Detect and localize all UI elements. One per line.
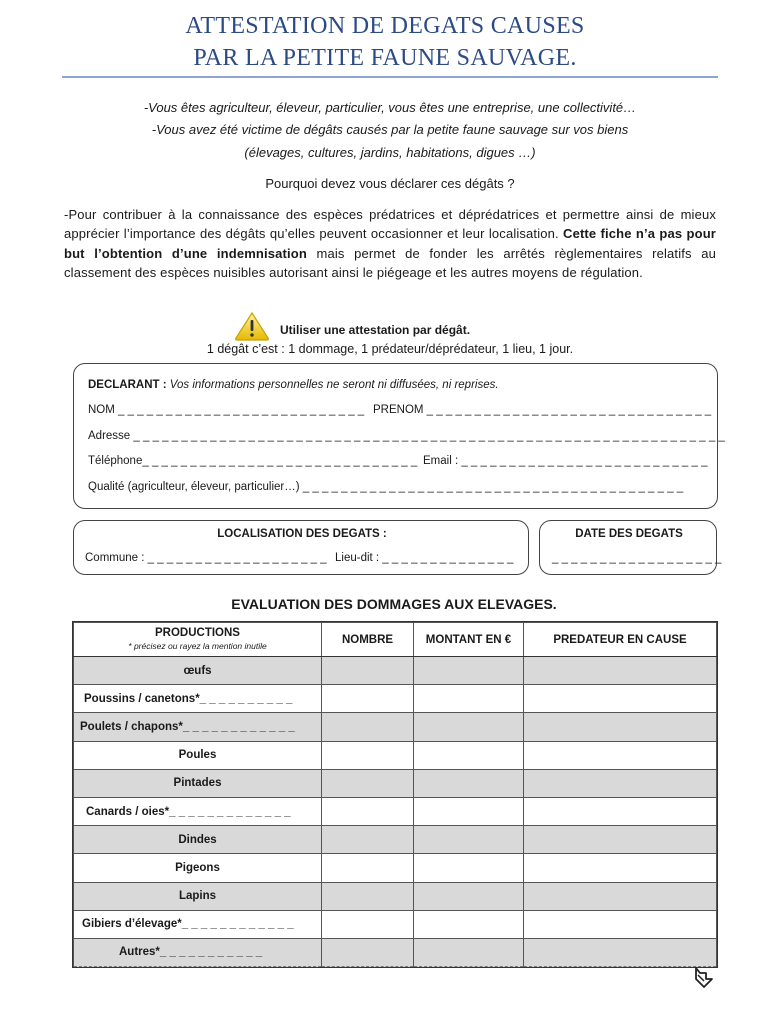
nombre-cell[interactable] — [322, 826, 414, 854]
row-label-pintades: Pintades — [74, 769, 322, 797]
predateur-cell[interactable] — [524, 910, 717, 938]
nombre-cell[interactable] — [322, 769, 414, 797]
table-row — [74, 797, 717, 825]
montant-cell[interactable] — [414, 826, 524, 854]
nombre-cell[interactable] — [322, 854, 414, 882]
row-label-lapins: Lapins — [74, 882, 322, 910]
header-productions — [74, 623, 322, 657]
table-row — [74, 882, 717, 910]
telephone-field[interactable]: Téléphone_ _ _ _ _ _ _ _ _ _ _ _ _ _ _ _ _ _ _ _ _ _ _ _ _ _ _ _ _ — [88, 455, 418, 467]
notice-definition: 1 dégât c’est : 1 dommage, 1 prédateur/déprédateur, 1 lieu, 1 jour. — [206, 342, 574, 356]
predateur-cell[interactable] — [524, 854, 717, 882]
declarant-label: DECLARANT : — [88, 379, 167, 391]
form-title-line-2: PAR LA PETITE FAUNE SAUVAGE. — [193, 45, 577, 71]
table-row — [74, 657, 717, 685]
header-montant: MONTANT EN € — [414, 623, 524, 657]
table-row — [74, 826, 717, 854]
declarant-box — [73, 363, 725, 509]
title-divider — [62, 76, 718, 78]
table-row — [74, 713, 717, 741]
commune-field[interactable]: Commune : _ _ _ _ _ _ _ _ _ _ _ _ _ _ _ _ _ _ _ — [85, 552, 327, 564]
purpose-text-2: mais permet de fonder les arrêtés règlementaires relatifs au classement des espèces nuisibles autorisant ainsi le piégeage et les autres moyens de régulation. — [64, 245, 716, 281]
row-label-dindes: Dindes — [74, 826, 322, 854]
why-question: Pourquoi devez vous déclarer ces dégâts ? — [265, 176, 515, 191]
predateur-cell[interactable] — [524, 797, 717, 825]
qualite-field[interactable]: Qualité (agriculteur, éleveur, particulier…) _ _ _ _ _ _ _ _ _ _ _ _ _ _ _ _ _ _ _ _ _ _ _ _ _ _ _ _ _ _ _ _ _ _ _ _ _ _ _ _ — [88, 481, 684, 493]
intro-line-3: (élevages, cultures, jardins, habitations, digues …) — [244, 145, 536, 160]
adresse-field[interactable]: Adresse _ _ _ _ _ _ _ _ _ _ _ _ _ _ _ _ _ _ _ _ _ _ _ _ _ _ _ _ _ _ _ _ _ _ _ _ _ _ _ _ _ _ _ _ _ _ _ _ _ _ _ _ _ _ _ _ _ _ _ _ _ _ — [88, 430, 725, 442]
montant-cell[interactable] — [414, 685, 524, 713]
row-label-pigeons: Pigeons — [74, 854, 322, 882]
header-nombre: NOMBRE — [322, 623, 414, 657]
row-label-gibiers: Gibiers d’élevage*_ _ _ _ _ _ _ _ _ _ _ _ — [74, 910, 322, 938]
header-productions-note: * précisez ou rayez la mention inutile — [128, 641, 267, 651]
form-title — [0, 10, 770, 74]
montant-cell[interactable] — [414, 741, 524, 769]
declarant-header — [88, 379, 499, 391]
intro-line-1: -Vous êtes agriculteur, éleveur, particulier, vous êtes une entreprise, une collectivité… — [143, 100, 637, 115]
nombre-cell[interactable] — [322, 910, 414, 938]
montant-cell[interactable] — [414, 910, 524, 938]
nombre-cell[interactable] — [322, 685, 414, 713]
row-label-canards: Canards / oies*_ _ _ _ _ _ _ _ _ _ _ _ _ — [74, 797, 322, 825]
nombre-cell[interactable] — [322, 657, 414, 685]
row-label-poussins: Poussins / canetons*_ _ _ _ _ _ _ _ _ _ — [74, 685, 322, 713]
purpose-bold-text: Cette fiche n’a pas pour but l’obtention d’une indemnisation — [64, 226, 716, 261]
table-row — [74, 854, 717, 882]
predateur-cell[interactable] — [524, 657, 717, 685]
nom-field[interactable]: NOM _ _ _ _ _ _ _ _ _ _ _ _ _ _ _ _ _ _ _ _ _ _ _ _ _ _ — [88, 404, 365, 416]
date-box — [539, 520, 722, 575]
predateur-cell[interactable] — [524, 741, 717, 769]
nombre-cell[interactable] — [322, 938, 414, 966]
evaluation-table — [73, 622, 717, 967]
montant-cell[interactable] — [414, 854, 524, 882]
montant-cell[interactable] — [414, 882, 524, 910]
row-label-oeufs: œufs — [74, 657, 322, 685]
predateur-cell[interactable] — [524, 685, 717, 713]
date-field[interactable]: _ _ _ _ _ _ _ _ _ _ _ _ _ _ _ _ _ _ — [552, 552, 722, 564]
predateur-cell[interactable] — [524, 938, 717, 966]
purpose-paragraph — [64, 205, 716, 283]
table-row — [74, 910, 717, 938]
warning-icon — [234, 311, 270, 341]
table-row — [74, 685, 717, 713]
predateur-cell[interactable] — [524, 769, 717, 797]
row-label-poulets: Poulets / chapons*_ _ _ _ _ _ _ _ _ _ _ _ — [74, 713, 322, 741]
purpose-text-1: -Pour contribuer à la connaissance des espèces prédatrices et déprédatrices et permettre ainsi de mieux apprécier l’importance des dégâts qu’elles peuvent occasionner et leur localisation. — [64, 207, 716, 242]
montant-cell[interactable] — [414, 797, 524, 825]
table-row — [74, 769, 717, 797]
localisation-box — [73, 520, 529, 575]
montant-cell[interactable] — [414, 769, 524, 797]
predateur-cell[interactable] — [524, 713, 717, 741]
intro-line-2: -Vous avez été victime de dégâts causés par la petite faune sauvage sur vos biens — [151, 122, 629, 137]
montant-cell[interactable] — [414, 713, 524, 741]
table-header-row — [74, 623, 717, 657]
montant-cell[interactable] — [414, 657, 524, 685]
lieudit-field[interactable]: Lieu-dit : _ _ _ _ _ _ _ _ _ _ _ _ _ _ — [335, 552, 514, 564]
predateur-cell[interactable] — [524, 882, 717, 910]
table-row — [74, 938, 717, 966]
nombre-cell[interactable] — [322, 882, 414, 910]
date-title: DATE DES DEGATS — [575, 528, 683, 540]
notice-text: Utiliser une attestation par dégât. — [280, 323, 471, 337]
predateur-cell[interactable] — [524, 826, 717, 854]
header-predateur: PREDATEUR EN CAUSE — [524, 623, 717, 657]
prenom-field[interactable]: PRENOM _ _ _ _ _ _ _ _ _ _ _ _ _ _ _ _ _ _ _ _ _ _ _ _ _ _ _ _ _ _ — [373, 404, 712, 416]
header-productions-label: PRODUCTIONS — [155, 627, 240, 639]
nombre-cell[interactable] — [322, 741, 414, 769]
form-title-line-1: ATTESTATION DE DEGATS CAUSES — [185, 13, 585, 39]
evaluation-title: EVALUATION DES DOMMAGES AUX ELEVAGES. — [231, 596, 557, 612]
row-label-poules: Poules — [74, 741, 322, 769]
montant-cell[interactable] — [414, 938, 524, 966]
row-label-autres: Autres*_ _ _ _ _ _ _ _ _ _ _ — [74, 938, 322, 966]
declarant-privacy-note: Vos informations personnelles ne seront ni diffusées, ni reprises. — [166, 379, 499, 391]
nombre-cell[interactable] — [322, 797, 414, 825]
table-row — [74, 741, 717, 769]
page-turn-arrow-icon[interactable] — [692, 966, 714, 990]
localisation-title: LOCALISATION DES DEGATS : — [217, 528, 387, 540]
email-field[interactable]: Email : _ _ _ _ _ _ _ _ _ _ _ _ _ _ _ _ _ _ _ _ _ _ _ _ _ _ — [423, 455, 708, 467]
nombre-cell[interactable] — [322, 713, 414, 741]
